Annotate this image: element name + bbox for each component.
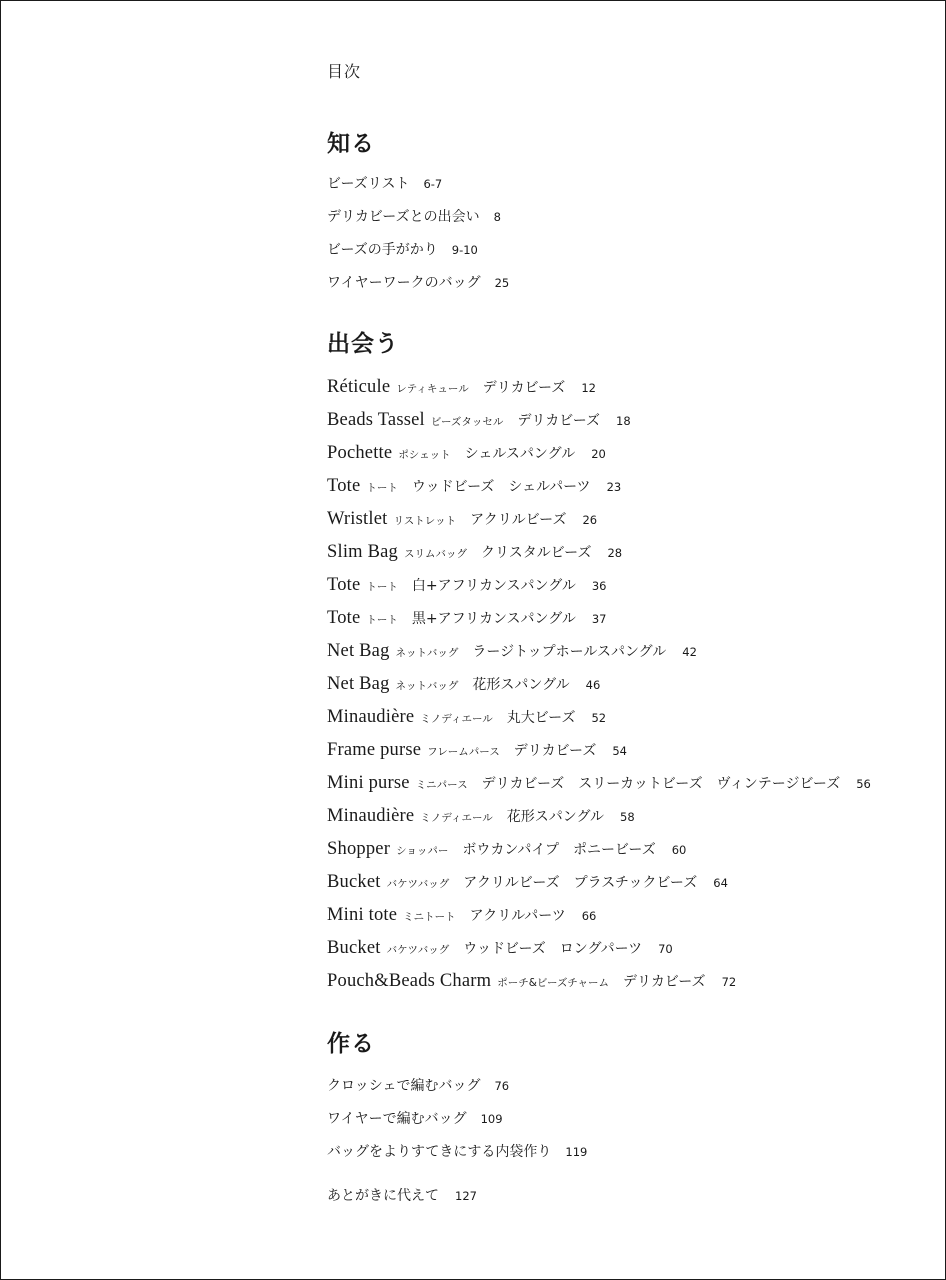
- toc-entry[interactable]: [327, 1108, 917, 1141]
- section-heading-know: 知る: [327, 131, 375, 157]
- entry-title: Net Bag: [327, 641, 390, 661]
- entry-kana: ネットバッグ: [395, 647, 459, 659]
- toc-entry[interactable]: [327, 173, 917, 206]
- entry-title: Minaudière: [327, 806, 415, 826]
- entry-materials: ラージトップホールスパングル: [472, 644, 667, 660]
- entry-kana: トート: [366, 482, 398, 494]
- section-heading-make: 作る: [327, 1031, 375, 1057]
- entry-text: ビーズリスト: [327, 176, 410, 192]
- entry-materials: 黒+アフリカンスパングル: [411, 611, 576, 627]
- entry-title: Pochette: [327, 443, 393, 463]
- page-number: 66: [581, 909, 597, 923]
- entry-kana: ミノディエール: [420, 812, 493, 824]
- page-number: 76: [494, 1079, 510, 1093]
- entry-title: Bucket: [327, 938, 381, 958]
- page-number: 37: [591, 612, 607, 626]
- section-know: [327, 129, 917, 305]
- entry-materials: デリカビーズ: [482, 380, 566, 396]
- toc-entry[interactable]: [327, 410, 917, 443]
- entry-kana: ビーズタッセル: [430, 416, 504, 428]
- toc-entry[interactable]: [327, 839, 917, 872]
- entry-materials: デリカビーズ: [622, 974, 706, 990]
- entry-text: デリカビーズとの出会い: [327, 209, 480, 225]
- entry-materials: デリカビーズ: [517, 413, 601, 429]
- entry-text: ビーズの手がかり: [327, 242, 438, 258]
- toc-entry[interactable]: [327, 872, 917, 905]
- page-number: 72: [721, 975, 737, 989]
- make-entry-list: [327, 1075, 917, 1174]
- entry-title: Frame purse: [327, 740, 422, 760]
- page-number: 119: [565, 1145, 588, 1159]
- toc-entry[interactable]: [327, 773, 917, 806]
- page-number: 20: [591, 447, 606, 461]
- entry-title: Pouch&Beads Charm: [327, 971, 492, 991]
- entry-materials: ウッドビーズ ロングパーツ: [463, 941, 643, 957]
- entry-title: Mini tote: [327, 905, 398, 925]
- page-title: 目次: [327, 62, 362, 81]
- page-number: 9-10: [451, 243, 478, 257]
- entry-kana: ネットバッグ: [395, 680, 459, 692]
- entry-materials: 花形スパングル: [506, 809, 605, 825]
- toc-entry[interactable]: [327, 509, 917, 542]
- page-number: 28: [607, 546, 623, 560]
- page-number: 64: [713, 876, 728, 890]
- toc-entry[interactable]: [327, 206, 917, 239]
- toc-entry[interactable]: [327, 641, 917, 674]
- page-number: 23: [606, 480, 622, 494]
- page-number: 8: [493, 210, 501, 224]
- entry-kana: フレームパース: [427, 746, 500, 758]
- entry-title: Wristlet: [327, 509, 388, 529]
- toc-entry[interactable]: [327, 1075, 917, 1108]
- entry-kana: トート: [366, 614, 398, 626]
- entry-kana: トート: [366, 581, 398, 593]
- entry-materials: シェルスパングル: [464, 446, 576, 462]
- entry-kana: ミニトート: [403, 911, 456, 923]
- toc-entry[interactable]: [327, 239, 917, 272]
- entry-kana: リストレット: [393, 515, 457, 527]
- toc-entry[interactable]: [327, 971, 917, 1004]
- entry-materials: 花形スパングル: [472, 677, 570, 693]
- entry-materials: デリカビーズ スリーカットビーズ ヴィンテージビーズ: [481, 776, 841, 792]
- page-number: 25: [494, 276, 510, 290]
- toc-entry[interactable]: [327, 740, 917, 773]
- page-number: 54: [612, 744, 627, 758]
- page-number: 60: [671, 843, 687, 857]
- toc-entry[interactable]: [327, 905, 917, 938]
- entry-materials: デリカビーズ: [513, 743, 597, 759]
- toc-entry[interactable]: [327, 707, 917, 740]
- know-entry-list: [327, 173, 917, 305]
- entry-text: バッグをよりすてきにする内袋作り: [327, 1144, 552, 1160]
- toc-entry[interactable]: [327, 443, 917, 476]
- meet-entry-list: [327, 377, 917, 1004]
- entry-kana: ミニパース: [415, 779, 468, 791]
- page-number: 26: [582, 513, 598, 527]
- entry-text: クロッシェで編むバッグ: [327, 1078, 481, 1094]
- toc-entry[interactable]: [327, 674, 917, 707]
- section-make: [327, 1029, 917, 1174]
- page-number: 58: [620, 810, 635, 824]
- toc-entry[interactable]: [327, 575, 917, 608]
- entry-text: ワイヤーワークのバッグ: [327, 275, 481, 291]
- page-number: 46: [585, 678, 601, 692]
- toc-entry[interactable]: [327, 377, 917, 410]
- entry-title: Tote: [327, 608, 361, 628]
- entry-kana: レティキュール: [396, 383, 469, 395]
- toc-entry[interactable]: [327, 476, 917, 509]
- entry-materials: アクリルビーズ: [470, 512, 567, 528]
- entry-title: Bucket: [327, 872, 381, 892]
- toc-entry[interactable]: [327, 608, 917, 641]
- entry-text: ワイヤーで編むバッグ: [327, 1111, 467, 1127]
- entry-materials: 白+アフリカンスパングル: [411, 578, 576, 594]
- entry-kana: ショッパー: [396, 845, 449, 857]
- page-number: 36: [591, 579, 607, 593]
- entry-kana: ポーチ&ビーズチャーム: [497, 977, 609, 989]
- entry-title: Shopper: [327, 839, 391, 859]
- toc-entry[interactable]: [327, 806, 917, 839]
- toc-entry-afterword[interactable]: [327, 1185, 477, 1205]
- toc-entry[interactable]: [327, 1141, 917, 1174]
- page-number: 6-7: [423, 177, 443, 191]
- entry-title: Minaudière: [327, 707, 415, 727]
- toc-entry[interactable]: [327, 542, 917, 575]
- entry-kana: ミノディエール: [420, 713, 493, 725]
- entry-materials: 丸大ビーズ: [506, 710, 576, 726]
- entry-title: Réticule: [327, 377, 391, 397]
- entry-title: Slim Bag: [327, 542, 398, 562]
- entry-title: Tote: [327, 575, 361, 595]
- entry-title: Tote: [327, 476, 361, 496]
- page-number: 127: [455, 1189, 477, 1203]
- entry-materials: アクリルパーツ: [469, 908, 566, 924]
- entry-title: Beads Tassel: [327, 410, 425, 430]
- entry-materials: クリスタルビーズ: [480, 545, 592, 561]
- entry-kana: スリムバッグ: [403, 548, 467, 560]
- page-number: 12: [581, 381, 596, 395]
- section-heading-meet: 出会う: [327, 331, 399, 357]
- entry-kana: バケツバッグ: [386, 944, 450, 956]
- page-number: 70: [658, 942, 673, 956]
- entry-kana: ポシェット: [398, 449, 451, 461]
- entry-text: あとがきに代えて: [327, 1188, 439, 1204]
- toc-entry[interactable]: [327, 272, 917, 305]
- page-number: 56: [856, 777, 871, 791]
- entry-kana: バケツバッグ: [386, 878, 450, 890]
- entry-materials: アクリルビーズ プラスチックビーズ: [463, 875, 698, 891]
- entry-materials: ウッドビーズ シェルパーツ: [411, 479, 591, 495]
- entry-materials: ボウカンパイプ ポニービーズ: [462, 842, 656, 858]
- page-number: 52: [591, 711, 607, 725]
- section-meet: [327, 329, 917, 1004]
- page-number: 18: [616, 414, 631, 428]
- entry-title: Mini purse: [327, 773, 410, 793]
- toc-entry[interactable]: [327, 938, 917, 971]
- page-number: 109: [480, 1112, 503, 1126]
- entry-title: Net Bag: [327, 674, 390, 694]
- page-number: 42: [682, 645, 697, 659]
